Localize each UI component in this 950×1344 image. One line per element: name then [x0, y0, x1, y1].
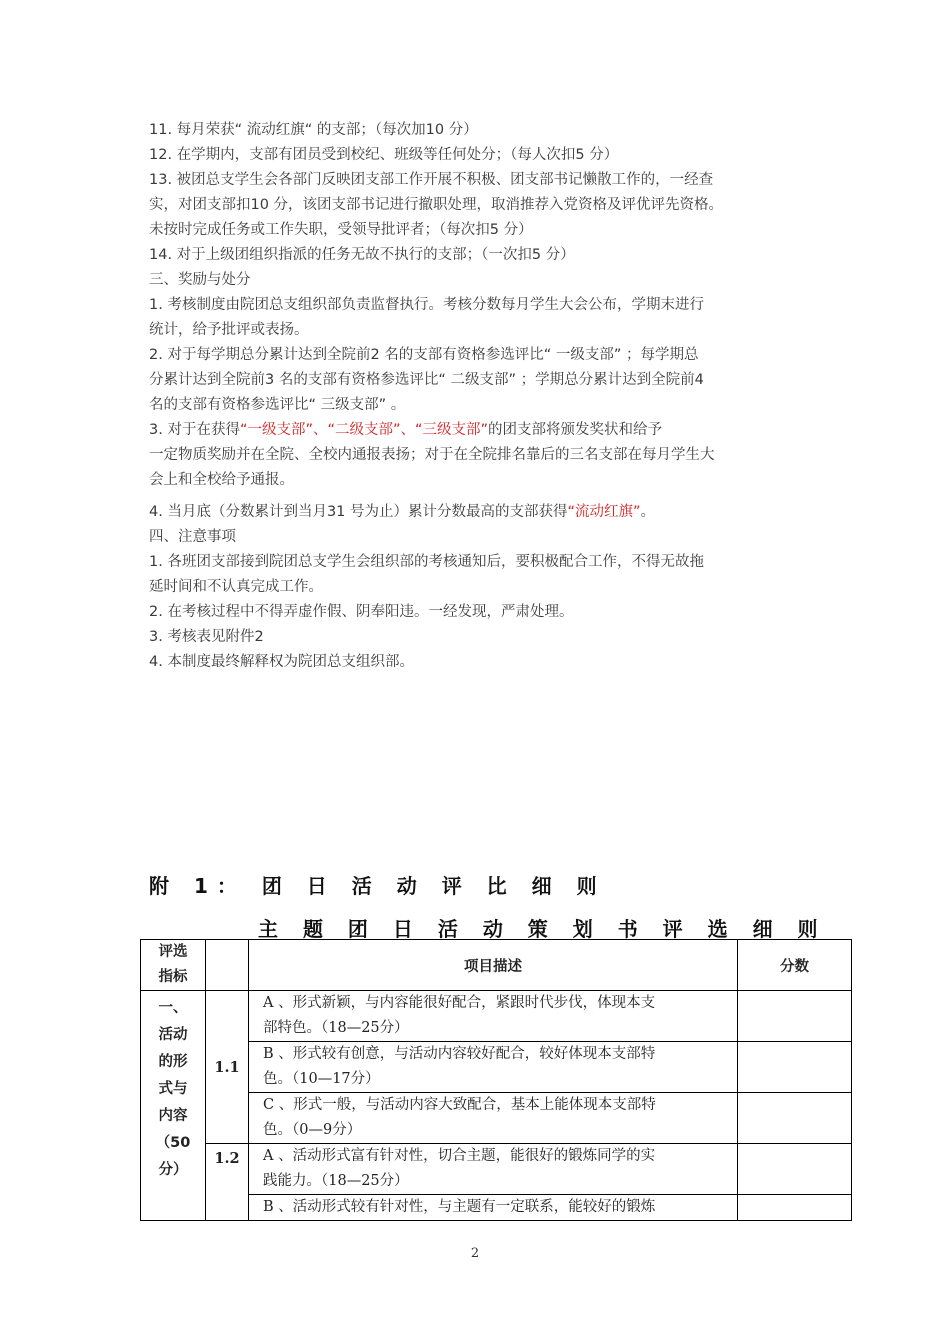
- row-description: [249, 1093, 738, 1144]
- header-indicator: [141, 940, 206, 991]
- text-run: 名的支部有资格参选评比“ 三级支部” 。: [149, 397, 406, 413]
- body-line: [149, 443, 809, 468]
- text-run: 1. 考核制度由院团总支组织部负责监督执行。考核分数每月学生大会公布，学期末进行: [149, 297, 704, 313]
- highlighted-text: “一级支部”、“二级支部”、“三级支部”: [239, 422, 489, 438]
- category-cell: [141, 991, 206, 1221]
- text-run: 分累计达到全院前3 名的支部有资格参选评比“ 二级支部” ；学期总分累计达到全院前4: [149, 372, 704, 388]
- text-run: 延时间和不认真完成工作。: [149, 579, 323, 595]
- text-run: 13. 被团总支学生会各部门反映团支部工作开展不积极、团支部书记懒散工作的，一经查: [149, 172, 714, 188]
- text-run: 一定物质奖励并在全院、全校内通报表扬；对于在全院排名靠后的三名支部在每月学生大: [149, 447, 715, 463]
- body-line: [149, 393, 809, 418]
- header-score: 分数: [738, 940, 852, 991]
- body-line: [149, 118, 809, 143]
- score-cell[interactable]: [738, 1042, 852, 1093]
- row-description: [249, 1195, 738, 1221]
- category-line: 的形: [158, 1054, 188, 1070]
- text-run: 四、注意事项: [149, 529, 236, 545]
- body-line: [149, 193, 809, 218]
- category-line: 一、: [158, 1000, 188, 1016]
- table-row: [141, 1144, 852, 1195]
- body-line: [149, 168, 809, 193]
- description-line: C 、形式一般，与活动内容大致配合，基本上能体现本支部特: [263, 1097, 656, 1113]
- text-run: 14. 对于上级团组织指派的任务无故不执行的支部；（一次扣5 分）: [149, 247, 575, 263]
- body-line: [149, 468, 809, 493]
- text-run: 的团支部将颁发奖状和给予: [488, 422, 663, 438]
- body-line: [149, 575, 809, 600]
- body-line: [149, 525, 809, 550]
- row-description: [249, 1042, 738, 1093]
- body-line: [149, 550, 809, 575]
- text-run: 4. 本制度最终解释权为院团总支组织部。: [149, 654, 414, 670]
- body-text-section-2: [149, 500, 809, 675]
- description-line: B 、形式较有创意，与活动内容较好配合，较好体现本支部特: [263, 1046, 656, 1062]
- description-line: B 、活动形式较有针对性，与主题有一定联系，能较好的锻炼: [263, 1199, 656, 1215]
- text-run: 。: [640, 504, 656, 520]
- text-run: 统计，给予批评或表扬。: [149, 322, 309, 338]
- header-description: 项目描述: [249, 940, 738, 991]
- score-cell[interactable]: [738, 1195, 852, 1221]
- category-line: （50: [155, 1135, 191, 1151]
- body-line: [149, 368, 809, 393]
- text-run: 4. 当月底（分数累计到当月31 号为止）累计分数最高的支部获得: [149, 504, 568, 520]
- row-description: [249, 991, 738, 1042]
- page-number: 2: [470, 1246, 480, 1261]
- header-indicator-line: 指标: [158, 969, 188, 985]
- text-run: 2. 在考核过程中不得弄虚作假、阴奉阳违。一经发现，严肃处理。: [149, 604, 574, 620]
- evaluation-table: [140, 939, 852, 1221]
- item-number: 1.2: [206, 1144, 249, 1221]
- body-line: [149, 268, 809, 293]
- category-line: 式与: [158, 1081, 188, 1097]
- description-line: 部特色。（18—25分）: [263, 1020, 409, 1036]
- text-run: 3. 考核表见附件2: [149, 629, 264, 645]
- body-line: [149, 243, 809, 268]
- description-line: A 、活动形式富有针对性，切合主题，能很好的锻炼同学的实: [263, 1148, 656, 1164]
- body-line: [149, 418, 809, 443]
- text-run: 12. 在学期内，支部有团员受到校纪、班级等任何处分；（每人次扣5 分）: [149, 147, 619, 163]
- text-run: 1. 各班团支部接到院团总支学生会组织部的考核通知后，要积极配合工作，不得无故拖: [149, 554, 704, 570]
- score-cell[interactable]: [738, 991, 852, 1042]
- table-header-row: [141, 940, 852, 991]
- text-run: 2. 对于每学期总分累计达到全院前2 名的支部有资格参选评比“ 一级支部” ；每学期总: [149, 347, 699, 363]
- table-row: [141, 991, 852, 1042]
- category-line: 内容: [158, 1108, 188, 1124]
- body-line: [149, 500, 809, 525]
- score-cell[interactable]: [738, 1093, 852, 1144]
- body-line: [149, 625, 809, 650]
- body-line: [149, 218, 809, 243]
- text-run: 三、奖励与处分: [149, 272, 251, 288]
- text-run: 未按时完成任务或工作失职，受领导批评者；（每次扣5 分）: [149, 222, 533, 238]
- highlighted-text: “流动红旗”: [567, 504, 641, 520]
- body-line: [149, 600, 809, 625]
- body-line: [149, 293, 809, 318]
- table-title: 主 题 团 日 活 动 策 划 书 评 选 细 则: [258, 917, 827, 941]
- category-line: 活动: [158, 1027, 188, 1043]
- body-line: [149, 318, 809, 343]
- header-indicator-line: 评选: [158, 944, 188, 960]
- item-number: 1.1: [206, 991, 249, 1144]
- body-line: [149, 343, 809, 368]
- body-line: [149, 143, 809, 168]
- body-line: [149, 650, 809, 675]
- category-line: 分）: [158, 1162, 188, 1178]
- row-description: [249, 1144, 738, 1195]
- text-run: 实，对团支部扣10 分，该团支部书记进行撤职处理，取消推荐入党资格及评优评先资格。: [149, 197, 724, 213]
- score-cell[interactable]: [738, 1144, 852, 1195]
- header-blank: [206, 940, 249, 991]
- text-run: 3. 对于在获得: [149, 422, 240, 438]
- description-line: 践能力。（18—25分）: [263, 1173, 409, 1189]
- appendix-title: 附 1： 团 日 活 动 评 比 细 则: [149, 874, 606, 898]
- description-line: 色。（10—17分）: [263, 1071, 380, 1087]
- text-run: 11. 每月荣获“ 流动红旗“ 的支部；（每次加10 分）: [149, 122, 478, 138]
- body-text-section-1: [149, 118, 809, 493]
- text-run: 会上和全校给予通报。: [149, 472, 294, 488]
- description-line: A 、形式新颖，与内容能很好配合，紧跟时代步伐，体现本支: [263, 995, 656, 1011]
- description-line: 色。（0—9分）: [263, 1122, 362, 1138]
